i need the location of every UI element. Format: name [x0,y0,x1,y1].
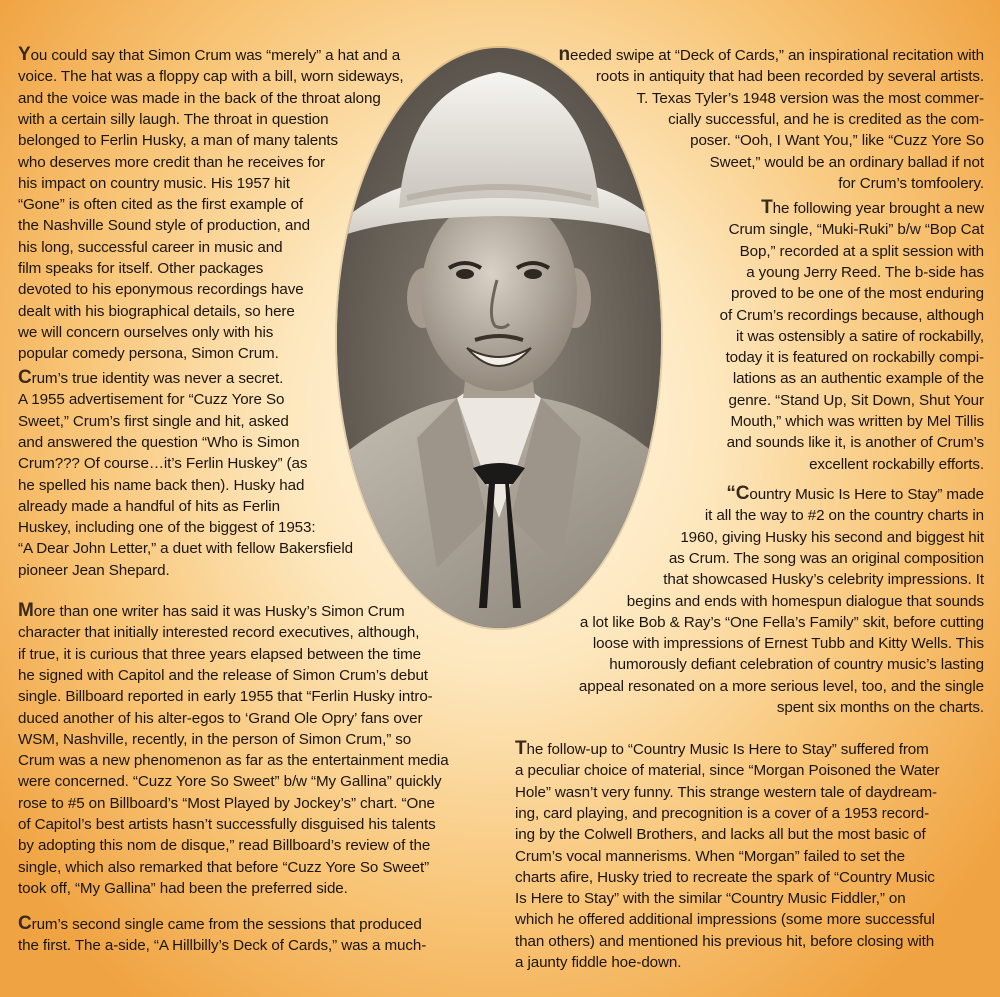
paragraph-left-2-line: if true, it is curious that three years elapsed between the time [18,645,422,663]
paragraph-right-1-line: of Crum’s recordings because, although [719,306,984,324]
paragraph-left-1-line: Crum??? Of course…it’s Ferlin Huskey” (as [18,455,308,473]
paragraph-left-2-line: rose to #5 on Billboard’s “Most Played by Jockey’s” chart. “One [18,794,435,812]
paragraph-left-0-line: who deserves more credit than he receives for [18,153,325,171]
paragraph-right-3-line: Is Here to Stay” with the similar “Country Music Fiddler,” on [515,890,906,908]
paragraph-left-0-line: his impact on country music. His 1957 hit [18,174,290,192]
paragraph-left-2-line: by adopting this nom de disque,” read Billboard’s review of the [18,837,431,855]
paragraph-left-2-line: WSM, Nashville, recently, in the person of Simon Crum,” so [18,730,412,748]
paragraph-left-2-line: he signed with Capitol and the release of Simon Crum’s debut [18,666,428,684]
paragraph-right-3-line: a jaunty fiddle hoe-down. [515,954,682,971]
paragraph-right-1-line: Mouth,” which was written by Mel Tillis [730,413,984,430]
paragraph-right-1-line: it was ostensibly a satire of rockabilly, [736,327,984,345]
paragraph-right-1-line: lations as an authentic example of the [732,370,984,388]
paragraph-right-1-line: Crum single, “Muki-Ruki” b/w “Bop Cat [728,221,984,239]
paragraph-left-2-line: character that initially interested record executives, although, [18,624,420,642]
paragraph-right-3-line: ing by the Colwell Brothers, and lacks all but the most basic of [515,826,926,844]
paragraph-left-2-first-line: More than one writer has said it was Husky’s Simon Crum [18,600,405,621]
paragraph-right-1-line: a young Jerry Reed. The b-side has [746,263,984,281]
paragraph-left-2-line: of Capitol’s best artists hasn’t successfully disguised his talents [18,816,436,833]
paragraph-right-2-line: humorously defiant celebration of country music’s lasting [609,656,984,674]
paragraph-right-1-line: excellent rockabilly efforts. [809,455,984,473]
paragraph-right-0-line: cially successful, and he is credited as the com- [668,110,984,128]
paragraph-right-2-line: it all the way to #2 on the country charts in [704,507,984,525]
paragraph-left-2-line: single. Billboard reported in early 1955 that “Ferlin Husky intro- [18,688,433,706]
paragraph-right-2-line: that showcased Husky’s celebrity impressions. It [663,571,984,589]
paragraph-left-2-line: were concerned. “Cuzz Yore So Sweet” b/w “My Gallina” quickly [18,773,442,791]
cowboy-portrait-image [337,48,661,628]
paragraph-right-1-line: proved to be one of the most enduring [731,285,984,303]
paragraph-left-0-line: and the voice was made in the back of the throat along [18,89,381,107]
paragraph-left-1-line: Huskey, including one of the biggest of 1953: [18,519,316,537]
paragraph-right-1-line: Bop,” recorded at a split session with [739,242,984,260]
paragraph-right-0-first-line: needed swipe at “Deck of Cards,” an inspirational recitation with [558,44,984,65]
paragraph-right-1-first-line: The following year brought a new [761,197,984,218]
paragraph-right-3-line: Crum’s vocal mannerisms. When “Morgan” failed to set the [515,847,905,865]
paragraph-right-0-line: poser. “Ooh, I Want You,” like “Cuzz Yore So [690,132,984,150]
paragraph-right-3-line: than others) and mentioned his previous hit, before closing with [515,932,935,950]
paragraph-right-3-first-line: The follow-up to “Country Music Is Here to Stay” suffered from [515,738,929,759]
paragraph-left-2-line: took off, “My Gallina” had been the preferred side. [18,879,348,897]
paragraph-left-1-line: and answered the question “Who is Simon [18,433,300,451]
portrait-photo [337,48,661,628]
paragraph-left-1-line: “A Dear John Letter,” a duet with fellow Bakersfield [18,540,354,558]
paragraph-right-2-line: spent six months on the charts. [776,699,984,716]
paragraph-right-2-line: as Crum. The song was an original composition [668,549,984,567]
paragraph-right-2-line: loose with impressions of Ernest Tubb and Kitty Wells. This [592,635,984,653]
paragraph-right-3-line: which he offered additional impressions (some more successful [515,911,935,929]
paragraph-left-0-line: we will concern ourselves only with his [18,323,274,341]
paragraph-left-0-line: film speaks for itself. Other packages [18,260,264,277]
paragraph-left-2-line: Crum was a new phenomenon as far as the entertainment media [18,752,449,770]
paragraph-left-0-line: “Gone” is often cited as the first example of [18,196,304,214]
paragraph-left-0-line: with a certain silly laugh. The throat in question [18,110,329,128]
paragraph-right-1-line: and sounds like it, is another of Crum’s [726,434,984,452]
paragraph-right-3-line: ing, card playing, and precognition is a cover of a 1953 record- [515,804,930,822]
paragraph-left-2-line: single, which also remarked that before “Cuzz Yore So Sweet” [18,858,430,876]
paragraph-left-1-line: he spelled his name back then). Husky had [18,476,305,494]
paragraph-right-0-line: Sweet,” would be an ordinary ballad if not [709,153,984,171]
paragraph-left-0-line: his long, successful career in music and [18,238,283,256]
paragraph-right-3-line: charts afire, Husky tried to recreate the spark of “Country Music [515,868,935,886]
paragraph-right-2-line: a lot like Bob & Ray’s “One Fella’s Family” skit, before cutting [579,613,984,631]
paragraph-left-0-line: devoted to his eponymous recordings have [18,281,304,299]
paragraph-left-1-line: already made a handful of hits as Ferlin [18,497,280,515]
paragraph-right-3-line: Hole” wasn’t very funny. This strange western tale of daydream- [515,783,937,801]
paragraph-right-1-line: genre. “Stand Up, Sit Down, Shut Your [728,391,984,409]
paragraph-left-1-line: pioneer Jean Shepard. [18,561,170,579]
paragraph-left-0-line: dealt with his biographical details, so here [18,302,295,320]
paragraph-right-2-line: 1960, giving Husky his second and biggest hit [680,528,984,546]
paragraph-right-0-line: for Crum’s tomfoolery. [838,174,984,192]
paragraph-left-0-first-line: You could say that Simon Crum was “merely” a hat and a [18,44,401,65]
paragraph-right-0-line: roots in antiquity that had been recorded by several artists. [595,68,984,86]
paragraph-right-0-line: T. Texas Tyler’s 1948 version was the most commer- [636,89,984,107]
paragraph-left-3-line: the first. The a-side, “A Hillbilly’s Deck of Cards,” was a much- [18,937,427,955]
paragraph-right-2-line: appeal resonated on a more serious level, too, and the single [578,677,984,695]
paragraph-left-2-line: duced another of his alter-egos to ‘Grand Ole Opry’ fans over [18,709,423,727]
paragraph-right-2-line: begins and ends with homespun dialogue that sounds [626,592,984,610]
paragraph-left-0-line: the Nashville Sound style of production, and [18,217,310,235]
paragraph-left-1-line: Sweet,” Crum’s first single and hit, asked [18,412,289,430]
paragraph-left-0-line: voice. The hat was a floppy cap with a bill, worn sideways, [18,68,404,86]
paragraph-left-1-line: A 1955 advertisement for “Cuzz Yore So [18,391,285,409]
paragraph-right-3-line: a peculiar choice of material, since “Morgan Poisoned the Water [515,762,940,780]
paragraph-right-2-first-line: “Country Music Is Here to Stay” made [726,483,984,504]
paragraph-left-0-line: popular comedy persona, Simon Crum. [18,345,279,363]
paragraph-left-1-first-line: Crum’s true identity was never a secret. [18,367,284,388]
paragraph-left-0-line: belonged to Ferlin Husky, a man of many talents [18,132,339,150]
paragraph-right-1-line: today it is featured on rockabilly compi- [725,349,984,367]
paragraph-left-3-first-line: Crum’s second single came from the sessions that produced [18,913,422,934]
